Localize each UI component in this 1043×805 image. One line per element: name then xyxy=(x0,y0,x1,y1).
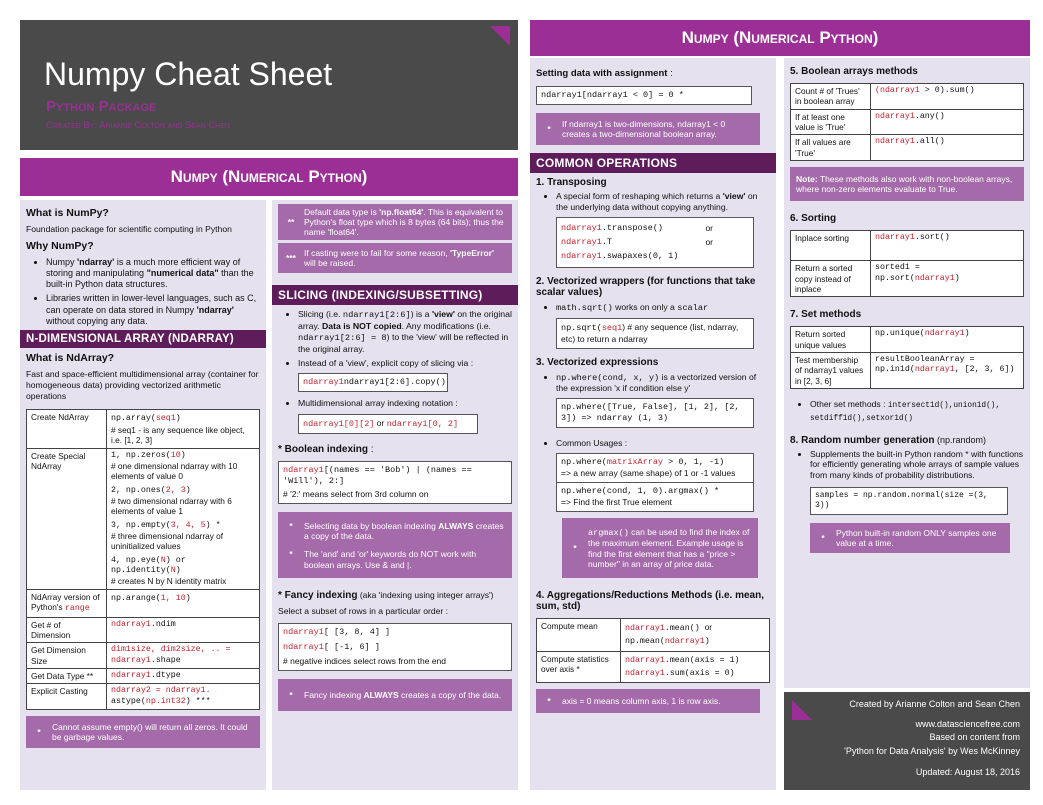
table-row: Get Dimension Size dim1size, dim2size, .. = ndarray1.shape xyxy=(27,643,260,669)
vectorized-expressions-heading: 3. Vectorized expressions xyxy=(536,356,659,368)
right-banner xyxy=(530,20,1030,56)
random-heading: 8. Random number generation xyxy=(790,434,935,446)
setting-code-box: ndarray1[ndarray1 < 0] = 0 * xyxy=(536,86,752,105)
list-item: • Other set methods : intersect1d(),union1d(), setdiff1d(),setxor1d() xyxy=(810,399,1024,424)
page-title: Numpy Cheat Sheet xyxy=(44,56,333,92)
list-item: • Numpy 'ndarray' is a much more efficient way of storing and manipulating "numerical data" than the built-in Python data structures. xyxy=(46,257,260,291)
vectorized-wrappers-heading: 2. Vectorized wrappers (for functions that take scalar values) xyxy=(536,275,756,298)
boolean-callout: * Selecting data by boolean indexing ALWAYS creates a copy of the data. * The 'and' and 'or' keywords do NOT work with boolean arrays. Use & and |. xyxy=(278,512,512,578)
corner-triangle xyxy=(490,26,510,46)
boolean-indexing-heading: * Boolean indexing xyxy=(278,444,369,456)
casting-callout: *** If casting were to fail for some reason, 'TypeError' will be raised. xyxy=(278,243,512,273)
fancy-callout: * Fancy indexing ALWAYS creates a copy of the data. xyxy=(278,679,512,711)
list-item: • np.where(cond, x, y) is a vectorized version of the expression 'x if condition else y' xyxy=(556,372,770,394)
column-3: Setting data with assignment : ndarray1[ndarray1 < 0] = 0 * * If ndarray1 is two-dimensions, ndarray1 < 0 creates a two-dimensional boolean array. COMMON OPERATIONS 1. Transposing • A special form of reshaping which returns a 'view' on the underlying data without copying anything. ndarray1.transpose() or ndarray1.T or ndarray1.swapaxes(0, 1) 2. Vectorized wrappers (for functions that take scalar values) • math.sqrt() works on only a scalar np.sqrt(seq1) # any sequence (list, ndarray, etc) to return a ndarray 3. Vectorized expressions • np.where(cond, x, y) is a vectorized version of the expression 'x if condition else y' np.where([True, False], [1, 2], [2, 3]) => ndarray (1, 3) • Common Usages : np.where(matrixArray > 0, 1, -1) => a new array (same shape) of 1 or -1 values np.where(cond, 1, 0).argmax() * => Find the first True element * argmax() can be used to find the index of the maximum element. Example usage is find the first element that has a "price > number" in an array of price data. 4. Aggregations/Reductions Methods (i.e. mean, sum, std) Compute mean ndarray1.mean() or np.mean(ndarray1) Compute statistics over axis * ndarray1.mean(axis = 1) ndarray1.sum(axis = 0) * axis = 0 means column axis, 1 is row axis. xyxy=(530,58,776,790)
slicing-list xyxy=(298,309,512,434)
transpose-code-box: ndarray1.transpose() or ndarray1.T or ndarray1.swapaxes(0, 1) xyxy=(556,217,754,268)
common-ops-head: COMMON OPERATIONS xyxy=(530,153,776,173)
what-heading: What is NumPy? xyxy=(26,207,109,219)
table-row: Create NdArray np.array(seq1) # seq1 - is any sequence like object, i.e. [1, 2, 3] xyxy=(27,410,260,448)
list-item: • A special form of reshaping which returns a 'view' on the underlying data without copying anything. xyxy=(556,191,770,212)
section-banner xyxy=(20,158,518,196)
setting-callout: * If ndarray1 is two-dimensions, ndarray1 < 0 creates a two-dimensional boolean array. xyxy=(536,113,760,145)
argmax-callout: * argmax() can be used to find the index of the maximum element. Example usage is find the first element that has a "price > number" in an array of price data. xyxy=(562,518,758,578)
sorting-heading: 6. Sorting xyxy=(790,213,837,225)
ndarray-section-head: N-DIMENSIONAL ARRAY (NDARRAY) xyxy=(20,330,266,348)
column-4: 5. Boolean arrays methods Count # of 'Trues' in boolean array (ndarray1 > 0).sum() If at least one value is 'True' ndarray1.any() If all values are 'True' ndarray1.all() Note: These methods also work with non-boolean arrays, where non-zero elements evaluate to True. 6. Sorting Inplace sorting ndarray1.sort() Return a sorted copy instead of inplace sorted1 = np.sort(ndarray1) 7. Set methods Return sorted unique values np.unique(ndarray1) Test membership of ndarray1 values in [2, 3, 6] resultBooleanArray = np.in1d(ndarray1, [2, 3, 6]) • Other set methods : intersect1d(),union1d(), setdiff1d(),setxor1d() 8. Random number generation (np.random) • Supplements the built-in Python random * with functions for efficiently generating whole arrays of sample values from many kinds of probability distributions. samples = np.random.normal(size =(3, 3)) * Python built-in random ONLY samples one value at a time. xyxy=(784,58,1030,688)
ndarray-text: Fast and space-efficient multidimensional array (container for homogeneous data) providing vectorized arithmetic operations xyxy=(26,369,259,401)
boolean-note-callout: Note: These methods also work with non-boolean arrays, where non-zero elements evaluate to True. xyxy=(790,167,1024,201)
table-row: Inplace sorting ndarray1.sort() xyxy=(791,231,1024,261)
ndarray-table xyxy=(26,409,260,710)
usage-code-box-1: np.where(matrixArray > 0, 1, -1) => a new array (same shape) of 1 or -1 values xyxy=(556,453,754,483)
table-row: Count # of 'Trues' in boolean array (ndarray1 > 0).sum() xyxy=(791,84,1024,110)
table-row: Get Data Type ** ndarray1.dtype xyxy=(27,668,260,683)
transposing-heading: 1. Transposing xyxy=(536,177,607,189)
usage-list xyxy=(556,438,770,449)
copy-code-box: ndarray1ndarray1[2:6].copy() xyxy=(298,373,448,392)
usage-code-box-2: np.where(cond, 1, 0).argmax() * => Find the first True element xyxy=(556,483,754,512)
list-item: • Instead of a 'view', explicit copy of slicing via : ndarray1ndarray1[2:6].copy() xyxy=(298,358,512,393)
right-page xyxy=(530,0,1030,805)
random-callout: * Python built-in random ONLY samples one value at a time. xyxy=(810,523,1010,553)
list-item: • Libraries written in lower-level languages, such as C, can operate on data stored in Numpy 'ndarray' without copying any data. xyxy=(46,293,260,327)
boolean-methods-heading: 5. Boolean arrays methods xyxy=(790,66,918,77)
table-row: If all values are 'True' ndarray1.all() xyxy=(791,135,1024,161)
why-heading: Why NumPy? xyxy=(26,239,94,252)
empty-warning-callout: * Cannot assume empty() will return all zeros. It could be garbage values. xyxy=(26,716,260,748)
column-2: ** Default data type is 'np.float64'. This is equivalent to Python's float type which is 8 bytes (64 bits); thus the name 'float64'. *** If casting were to fail for some reason, 'TypeError' will be raised. SLICING (INDEXING/SUBSETTING) • Slicing (i.e. ndarray1[2:6]) is a 'view' on the original array. Data is NOT copied. Any modifications (i.e. ndarray1[2:6] = 8) to the 'view' will be reflected in the original array. • Instead of a 'view', explicit copy of slicing via : ndarray1ndarray1[2:6].copy() • Multidimensional array indexing notation : ndarray1[0][2] or ndarray1[0, 2] * Boolean indexing : ndarray1[(names == 'Bob') | (names == 'Will'), 2:] # '2:' means select from 3rd column on * Selecting data by boolean indexing ALWAYS creates a copy of the data. * The 'and' and 'or' keywords do NOT work with boolean arrays. Use & and |. * Fancy indexing (aka 'indexing using integer arrays') Select a subset of rows in a particular order : ndarray1[ [3, 8, 4] ] ndarray1[ [-1, 6] ] # negative indices select rows from the end * Fancy indexing ALWAYS creates a copy of the data. xyxy=(272,200,518,790)
sorting-table xyxy=(790,230,1024,297)
subtitle: Python Package xyxy=(46,98,157,115)
table-row: Create Special NdArray 1, np.zeros(10) # one dimensional ndarray with 10 elements of value 0 2, np.ones(2, 3) # two dimensional ndarray with 6 elements of value 1 3, np.empty(3, 4, 5) * # three dimensional ndarray of uninitialized values 4, np.eye(N) or np.identity(N) # creates N by N identity matrix xyxy=(27,448,260,589)
table-row: NdArray version of Python's range np.arange(1, 10) xyxy=(27,589,260,617)
set-methods-heading: 7. Set methods xyxy=(790,309,862,321)
what-text: Foundation package for scientific computing in Python xyxy=(26,224,232,234)
sqrt-code-box: np.sqrt(seq1) # any sequence (list, ndarray, etc) to return a ndarray xyxy=(556,318,754,349)
table-row: Compute mean ndarray1.mean() or np.mean(ndarray1) xyxy=(537,619,770,652)
table-row: Get # of Dimension ndarray1.ndim xyxy=(27,617,260,643)
axis-callout: * axis = 0 means column axis, 1 is row axis. xyxy=(536,689,760,713)
list-item: • Multidimensional array indexing notation : ndarray1[0][2] or ndarray1[0, 2] xyxy=(298,398,512,434)
list-item: • Slicing (i.e. ndarray1[2:6]) is a 'view' on the original array. Data is NOT copied. Any modifications (i.e. ndarray1[2:6] = 8) to the 'view' will be reflected in the original array. xyxy=(298,309,512,355)
transpose-list xyxy=(556,191,770,212)
left-page xyxy=(0,0,520,805)
index-code-box: ndarray1[0][2] or ndarray1[0, 2] xyxy=(298,414,478,434)
fancy-indexing-heading: * Fancy indexing xyxy=(278,590,358,602)
boolean-code-box: ndarray1[(names == 'Bob') | (names == 'Will'), 2:] # '2:' means select from 3rd column on xyxy=(278,461,512,504)
set-list xyxy=(810,399,1024,424)
title-header xyxy=(20,20,518,150)
column-1 xyxy=(20,200,266,790)
table-row: Explicit Casting ndarray2 = ndarray1. astype(np.int32) *** xyxy=(27,684,260,710)
corner-triangle xyxy=(792,700,812,720)
table-row: Test membership of ndarray1 values in [2, 3, 6] resultBooleanArray = np.in1d(ndarray1, [2, 3, 6]) xyxy=(791,352,1024,388)
wrapper-list xyxy=(556,302,770,314)
random-list xyxy=(810,449,1024,481)
why-list xyxy=(46,257,260,328)
table-row: Return sorted unique values np.unique(ndarray1) xyxy=(791,327,1024,353)
list-item: • Common Usages : xyxy=(556,438,770,449)
expr-list xyxy=(556,372,770,394)
list-item: • Supplements the built-in Python random * with functions for efficiently generating whole arrays of sample values from many kinds of probability distributions. xyxy=(810,449,1024,481)
table-row: If at least one value is 'True' ndarray1.any() xyxy=(791,109,1024,135)
boolean-methods-table xyxy=(790,83,1024,161)
random-code-box: samples = np.random.normal(size =(3, 3)) xyxy=(810,487,1008,516)
aggregations-table xyxy=(536,618,770,683)
byline: Created By: Arianne Colton and Sean Chen xyxy=(46,120,230,131)
setting-data-heading: Setting data with assignment xyxy=(536,68,668,79)
ndarray-heading: What is NdArray? xyxy=(26,352,115,365)
fancy-code-box: ndarray1[ [3, 8, 4] ] ndarray1[ [-1, 6] ] # negative indices select rows from the end xyxy=(278,623,512,671)
slicing-section-head: SLICING (INDEXING/SUBSETTING) xyxy=(272,285,518,305)
aggregations-heading: 4. Aggregations/Reductions Methods (i.e. mean, sum, std) xyxy=(536,590,764,613)
banner-text: Numpy (Numerical Python) xyxy=(681,28,879,47)
credits-footer: Created by Arianne Colton and Sean Chen www.datasciencefree.com Based on content from 'Python for Data Analysis' by Wes McKinney Updated: August 18, 2016 xyxy=(784,692,1030,790)
table-row: Return a sorted copy instead of inplace sorted1 = np.sort(ndarray1) xyxy=(791,261,1024,297)
list-item: • math.sqrt() works on only a scalar xyxy=(556,302,770,314)
set-methods-table xyxy=(790,326,1024,389)
dtype-callout: ** Default data type is 'np.float64'. This is equivalent to Python's float type which is 8 bytes (64 bits); thus the name 'float64'. xyxy=(278,204,512,240)
table-row: Compute statistics over axis * ndarray1.mean(axis = 1) ndarray1.sum(axis = 0) xyxy=(537,651,770,683)
where-code-box: np.where([True, False], [1, 2], [2, 3]) => ndarray (1, 3) xyxy=(556,398,754,428)
banner-text: Numpy (Numerical Python) xyxy=(170,167,368,186)
